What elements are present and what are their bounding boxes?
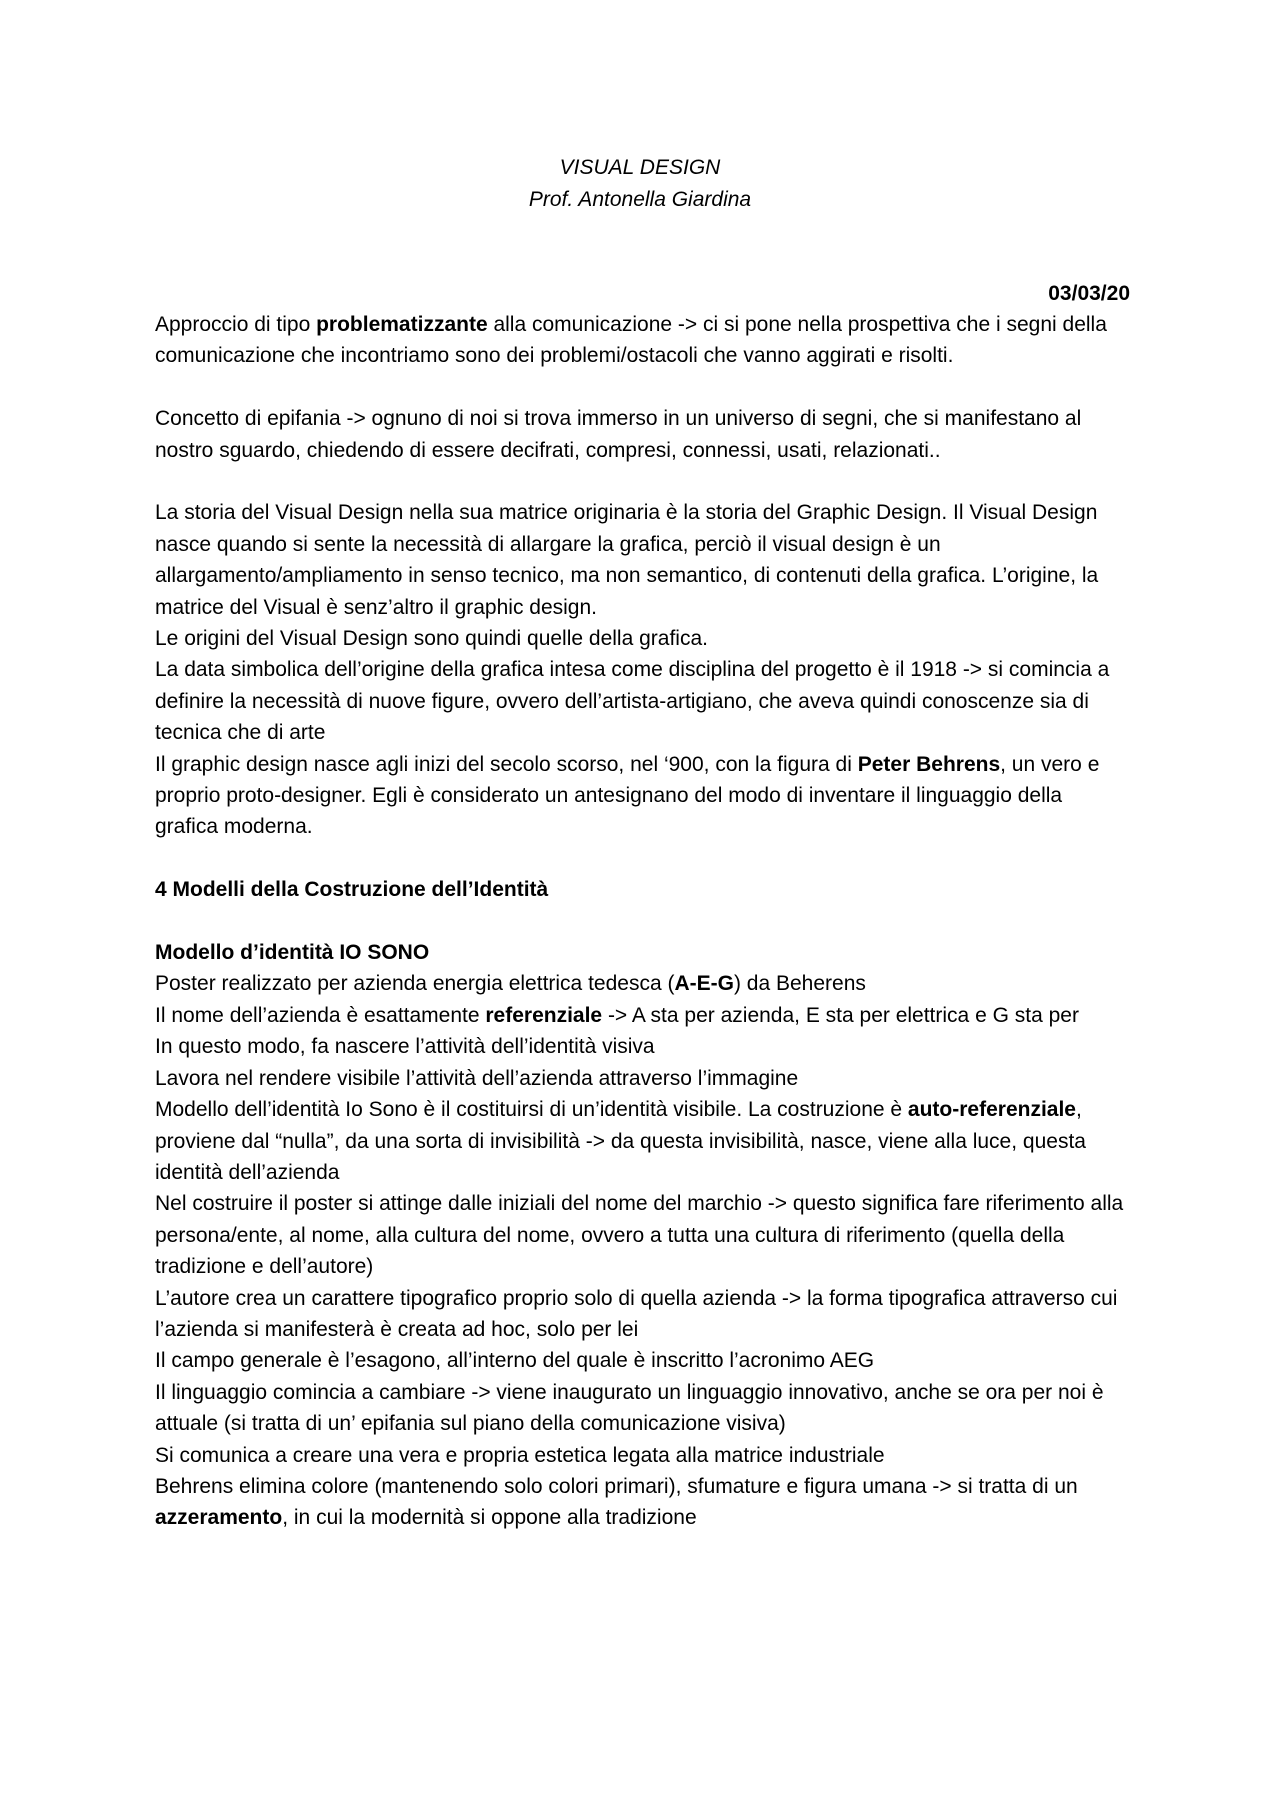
lecture-date: 03/03/20 [1048,282,1130,305]
text-segment: , un vero e proprio proto-designer. Egli è considerato un antesignano del modo di inventare il linguaggio della grafica moderna. [155,752,1100,839]
blank-line [155,843,1130,874]
model-heading: Modello d’identità IO SONO [155,941,430,965]
text-segment: , proviene dal “nulla”, da una sorta di invisibilità -> da questa invisibilità, nasce, viene alla luce, questa identità dell’azienda [155,1098,1086,1184]
line-costruire-poster: Nel costruire il poster si attinge dalle iniziali del nome del marchio -> questo significa fare riferimento alla persona/ente, al nome, alla cultura del nome, ovvero a tutta una cultura di riferimento (quella della tradizione e dell’autore) [155,1192,1124,1279]
bold-term: auto-referenziale [907,1098,1076,1122]
text-segment: Approccio di tipo [155,313,317,336]
text-segment: alla comunicazione -> ci si pone nella prospettiva che i segni della comunicazione che incontriamo sono dei problemi/ostacoli che vanno aggirati e risolti. [155,313,1107,368]
paragraph-origini: Le origini del Visual Design sono quindi quelle della grafica. [155,627,708,651]
line-modello-io-sono [155,1094,1130,1188]
paragraph-approccio [155,309,1130,372]
line-poster-aeg [155,968,1130,999]
bold-term: azzeramento [155,1506,283,1530]
text-segment: , in cui la modernità si oppone alla tradizione [282,1506,697,1530]
blank-line [155,906,1130,937]
text-segment: Il graphic design nasce agli inizi del secolo scorso, nel ‘900, con la figura di [155,752,858,776]
section-heading: 4 Modelli della Costruzione dell’Identità [155,878,549,902]
document-header [0,152,1280,216]
line-autore: L’autore crea un carattere tipografico proprio solo di quella azienda -> la forma tipografica attraverso cui l’azienda si manifesterà è creata ad hoc, solo per lei [155,1286,1118,1341]
line-azzeramento [155,1471,1130,1534]
line-campo-generale: Il campo generale è l’esagono, all’interno del quale è inscritto l’acronimo AEG [155,1349,875,1373]
text-segment: ) da Beherens [733,972,866,996]
line-questo-modo: In questo modo, fa nascere l’attività dell’identità visiva [155,1035,655,1059]
bold-term: Peter Behrens [857,752,1001,776]
document-subtitle: Prof. Antonella Giardina [528,188,752,211]
bold-term: problematizzante [316,313,488,336]
text-segment: Il nome dell’azienda è esattamente [155,1003,486,1027]
text-segment: Poster realizzato per azienda energia elettrica tedesca ( [155,972,675,996]
paragraph-data-simbolica: La data simbolica dell’origine della grafica intesa come disciplina del progetto è il 1918 -> si comincia a definire la necessità di nuove figure, ovvero dell’artista-artigiano, che aveva quindi conoscenze sia di tecnica che di arte [155,658,1110,745]
line-lavora: Lavora nel rendere visibile l’attività dell’azienda attraverso l’immagine [155,1066,799,1090]
line-estetica: Si comunica a creare una vera e propria estetica legata alla matrice industriale [155,1443,885,1467]
blank-line [155,466,1130,497]
paragraph-epifania: Concetto di epifania -> ognuno di noi si trova immerso in un universo di segni, che si manifestano al nostro sguardo, chiedendo di essere decifrati, compresi, connessi, usati, relazionati.. [155,407,1082,462]
line-nome-azienda [155,1000,1130,1031]
document-title: VISUAL DESIGN [559,156,721,179]
text-segment: Modello dell’identità Io Sono è il costituirsi di un’identità visibile. La costruzione è [155,1098,908,1122]
line-linguaggio: Il linguaggio comincia a cambiare -> viene inaugurato un linguaggio innovativo, anche se ora per noi è attuale (si tratta di un’ epifania sul piano della comunicazione visiva) [155,1380,1104,1436]
blank-line [155,372,1130,403]
bold-term: referenziale [485,1003,603,1027]
text-segment: Behrens elimina colore (mantenendo solo colori primari), sfumature e figura umana -> si tratta di un [155,1474,1078,1498]
paragraph-storia: La storia del Visual Design nella sua matrice originaria è la storia del Graphic Design. Il Visual Design nasce quando si sente la necessità di allargare la grafica, perciò il visual design è un allargamento/ampliamento in senso tecnico, ma non semantico, di contenuti della grafica. L’origine, la matrice del Visual è senz’altro il graphic design. [155,501,1099,619]
paragraph-behrens [155,749,1130,843]
bold-term: A-E-G [674,972,734,996]
document-body [155,309,1130,1534]
text-segment: -> A sta per azienda, E sta per elettrica e G sta per [602,1003,1079,1027]
